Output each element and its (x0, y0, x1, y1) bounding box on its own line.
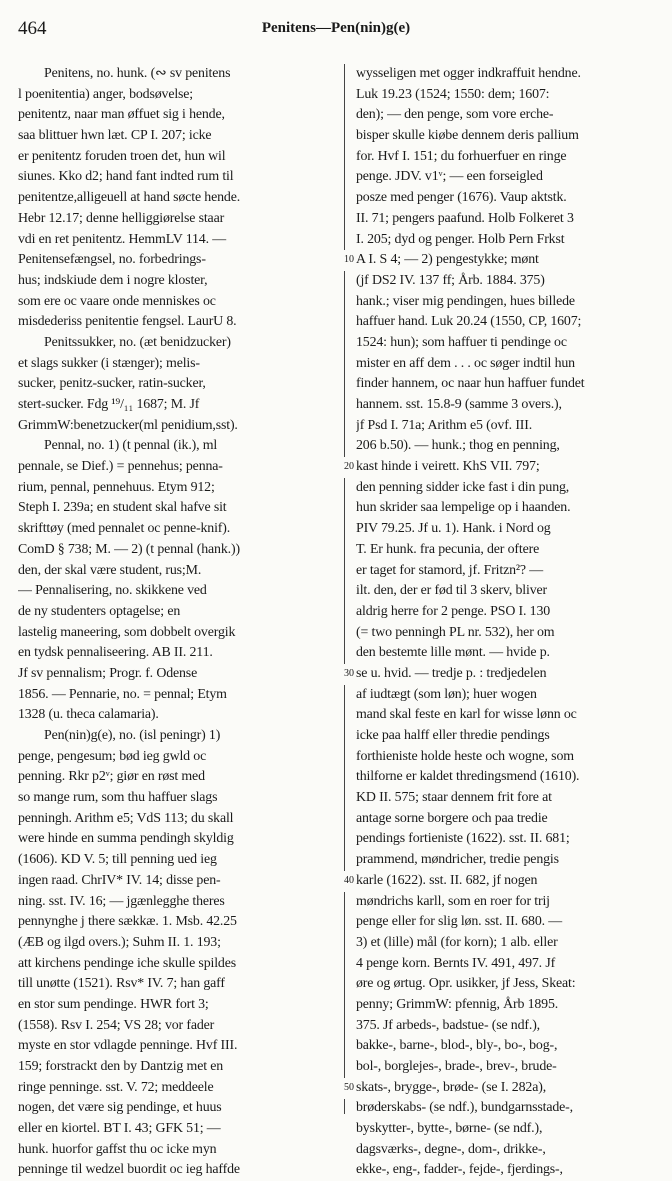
text-line: wysseligen met ogger indkraffuit hendne. (356, 66, 581, 81)
text-line: icke paa halff eller thredie pendings (356, 728, 550, 743)
text-line: penge eller for slig løn. sst. II. 680. — (356, 914, 563, 930)
text-line: (1606). KD V. 5; till penning ued ieg (18, 852, 217, 868)
text-line: rium, pennal, pennehuus. Etym 912; (18, 479, 215, 495)
text-line: bakke-, barne-, blod-, bly-, bo-, bog-, (356, 1038, 558, 1054)
text-line: KD II. 575; staar dennem frit fore at (356, 790, 552, 806)
text-line: penning. Rkr p2ᵛ; giør en røst med (18, 769, 205, 785)
text-line: (1558). Rsv I. 254; VS 28; vor fader (18, 1017, 215, 1033)
right-column (356, 64, 658, 1181)
text-line: karle (1622). sst. II. 682, jf nogen (356, 872, 538, 888)
text-line: 159; forstrackt den by Dantzig met en (18, 1059, 224, 1074)
text-line: Penitssukker, no. (æt benidzucker) (44, 334, 231, 350)
text-line: haffuer hand. Luk 20.24 (1550, CP, 1607; (356, 314, 582, 330)
text-line: bol-, borglejes-, brade-, brev-, brude- (356, 1059, 557, 1074)
text-line: mister en aff dem . . . oc søger indtil hun (356, 355, 575, 371)
text-line: en stor sum pendinge. HWR fort 3; (18, 996, 209, 1012)
text-line: (jf DS2 IV. 137 ff; Årb. 1884. 375) (356, 272, 545, 288)
text-line: prammend, møndricher, tredie pengis (356, 852, 559, 868)
page-number: 464 (18, 18, 47, 39)
text-line: finder hannem, oc naar hun haffuer fundet (356, 376, 585, 392)
text-line: penningh. Arithm e5; VdS 113; du skall (18, 810, 234, 826)
text-line: ekke-, eng-, fadder-, fejde-, fjerdings-, (356, 1162, 563, 1178)
text-line: penninge til wedzel buordit oc ieg haffde (18, 1162, 240, 1178)
text-line: siunes. Kko d2; hand fant indted rum til (18, 169, 234, 185)
text-line: den, der skal være student, rus;M. (18, 562, 202, 578)
text-line: skats-, brygge-, brøde- (se I. 282a), (356, 1079, 547, 1095)
text-line: penge. JDV. v1ᵛ; — een forseigled (356, 169, 543, 185)
text-line: nogen, det være sig pendinge, et huus (18, 1100, 222, 1116)
text-line: som ere oc vaare onde menniskes oc (18, 293, 216, 309)
text-line: posze med penger (1676). Vaup aktstk. (356, 190, 567, 206)
text-line: ringe penninge. sst. V. 72; meddeele (18, 1079, 214, 1095)
text-line: hun skrider saa lempelige op i haanden. (356, 500, 571, 516)
text-line: penitentz, naar man øffuet sig i hende, (18, 107, 225, 123)
text-line: hank.; viser mig pendingen, hues billede (356, 293, 575, 309)
text-line: hus; indskiude dem i nogre kloster, (18, 272, 208, 288)
text-line: den); — den penge, som vore erche- (356, 107, 554, 123)
text-line: misdederiss penitentie fengsel. LaurU 8. (18, 314, 237, 330)
text-line: ingen raad. ChrIV* IV. 14; disse pen- (18, 872, 221, 888)
text-line: dagsværks-, degne-, dom-, drikke-, (356, 1141, 546, 1157)
text-line: vdi en ret penitentz. HemmLV 114. — (18, 231, 226, 247)
text-line: øre og ørtug. Opr. usikker, jf Jess, Skeat: (356, 976, 576, 992)
text-line: kast hinde i veirett. KhS VII. 797; (356, 459, 540, 475)
line-marker: 50 (336, 1078, 354, 1099)
text-line: ilt. den, der er fød til 3 skerv, bliver (356, 583, 547, 599)
text-line: hunk. huorfor gaffst thu oc icke myn (18, 1141, 217, 1157)
column-divider (344, 64, 345, 1114)
text-line: PIV 79.25. Jf u. 1). Hank. i Nord og (356, 521, 551, 537)
text-line: thilforne er kaldet thredingsmend (1610). (356, 769, 580, 785)
text-line: (= two penningh PL nr. 532), her om (356, 624, 555, 640)
text-line: møndrichs karll, som en roer for trij (356, 893, 550, 909)
text-line: er penitentz foruden troen det, hun wil (18, 148, 226, 164)
text-line: Jf sv pennalism; Progr. f. Odense (18, 665, 198, 681)
line-marker: 40 (336, 871, 354, 892)
text-line: 1524: hun); som haffuer ti pendinge oc (356, 334, 567, 350)
text-line: 3) et (lille) mål (for korn); 1 alb. eller (356, 934, 558, 950)
line-marker: 10 (336, 250, 354, 271)
text-line: pennale, se Dief.) = pennehus; penna- (18, 459, 223, 475)
text-line: Pen(nin)g(e), no. (isl peningr) 1) (44, 728, 221, 743)
text-line: et slags sukker (i stænger); melis- (18, 355, 200, 371)
text-line: saa blittuer hwn læt. CP I. 207; icke (18, 128, 212, 144)
text-line: 4 penge korn. Bernts IV. 491, 497. Jf (356, 955, 556, 971)
text-line: antage sorne borgere och paa tredie (356, 810, 548, 826)
page-header (18, 18, 654, 44)
text-line: eller en kiortel. BT I. 43; GFK 51; — (18, 1121, 221, 1137)
text-line: sucker, penitz-sucker, ratin-sucker, (18, 376, 206, 392)
text-line: Penitensefængsel, no. forbedrings- (18, 252, 206, 268)
text-line: 206 b.50). — hunk.; thog en penning, (356, 438, 560, 454)
text-line: jf Psd I. 71a; Arithm e5 (ovf. III. (356, 417, 533, 433)
text-line: till unøtte (1521). Rsv* IV. 7; han gaff (18, 976, 225, 992)
text-line: 1856. — Pennarie, no. = pennal; Etym (18, 686, 227, 702)
running-head: Penitens—Pen(nin)g(e) (261, 20, 411, 36)
text-line: brøderskabs- (se ndf.), bundgarnsstade-, (356, 1100, 573, 1116)
text-line: lastelig maneering, som dobbelt overgik (18, 624, 236, 640)
line-marker: 20 (336, 457, 354, 478)
text-line: T. Er hunk. fra pecunia, der oftere (356, 541, 540, 557)
text-line: GrimmW:benetzucker(ml penidium,sst). (18, 417, 238, 433)
text-line: af iudtægt (som løn); huer wogen (356, 686, 537, 702)
text-line: mand skal feste en karl for wisse lønn oc (356, 707, 577, 723)
text-line: penny; GrimmW: pfennig, Årb 1895. (356, 996, 559, 1012)
text-line: den bestemte lille mønt. — hvide p. (356, 645, 550, 661)
text-line: Steph I. 239a; en student skal hafve sit (18, 500, 227, 516)
text-line: Luk 19.23 (1524; 1550: dem; 1607: (356, 86, 550, 102)
text-line: l poenitentia) anger, bodsøvelse; (18, 86, 194, 102)
text-line: er taget for stamord, jf. Fritzn²? — (356, 562, 544, 578)
text-line: se u. hvid. — tredje p. : tredjedelen (356, 665, 547, 681)
text-line: byskytter-, bytte-, børne- (se ndf.), (356, 1121, 543, 1137)
text-line: bisper skulle kiøbe dennem deris pallium (356, 128, 579, 144)
text-line: so mange rum, som thu haffuer slags (18, 790, 218, 806)
text-line: ning. sst. IV. 16; — jgænlegghe theres (18, 893, 225, 909)
text-line: Hebr 12.17; denne helliggiørelse staar (18, 210, 225, 226)
text-line: penitentze,alligeuell at hand søcte hende. (18, 190, 241, 206)
text-line: att kirchens pendinge iche skulle spildes (18, 955, 236, 971)
text-line: Pennal, no. 1) (t pennal (ik.), ml (44, 438, 218, 454)
text-line: penge, pengesum; bød ieg gwld oc (18, 748, 207, 764)
text-line: 1328 (u. theca calamaria). (18, 707, 159, 723)
text-line: forthieniste holde heste och wogne, som (356, 748, 574, 764)
text-line: pendings fortieniste (1622). sst. II. 681; (356, 831, 570, 847)
text-line: en tydsk pennaliseering. AB II. 211. (18, 645, 213, 661)
text-line: hannem. sst. 15.8-9 (samme 3 overs.), (356, 397, 562, 412)
line-marker: 30 (336, 664, 354, 685)
text-line: skrifttøy (med pennalet oc penne-knif). (18, 521, 231, 537)
text-line: myste en stor vdlagde penninge. Hvf III. (18, 1038, 238, 1054)
text-line: I. 205; dyd og penger. Holb Pern Frkst (356, 231, 565, 247)
text-line: ComD § 738; M. — 2) (t pennal (hank.)) (18, 541, 240, 557)
left-column (18, 64, 334, 1181)
text-line: were hinde en summa pendingh skyldig (18, 831, 234, 847)
text-line: 375. Jf arbeds-, badstue- (se ndf.), (356, 1017, 540, 1033)
text-line: II. 71; pengers paafund. Holb Folkeret 3 (356, 210, 574, 226)
text-line: A I. S 4; — 2) pengestykke; mønt (356, 252, 539, 268)
text-line: for. Hvf I. 151; du forhuerfuer en ringe (356, 148, 567, 164)
text-line: den penning sidder icke fast i din pung, (356, 479, 570, 495)
text-line: — Pennalisering, no. skikkene ved (18, 583, 207, 599)
text-line: stert-sucker. Fdg ¹⁹/₁₁ 1687; M. Jf (18, 397, 200, 412)
text-line: (ÆB og ilgd overs.); Suhm II. 1. 193; (18, 934, 221, 950)
text-line: de ny studenters optagelse; en (18, 603, 181, 619)
text-line: pennynghe j there sækkæ. 1. Msb. 42.25 (18, 914, 237, 930)
text-line: aldrig herre for 2 penge. PSO I. 130 (356, 603, 551, 619)
text-line: Penitens, no. hunk. (∾ sv penitens (44, 66, 231, 81)
